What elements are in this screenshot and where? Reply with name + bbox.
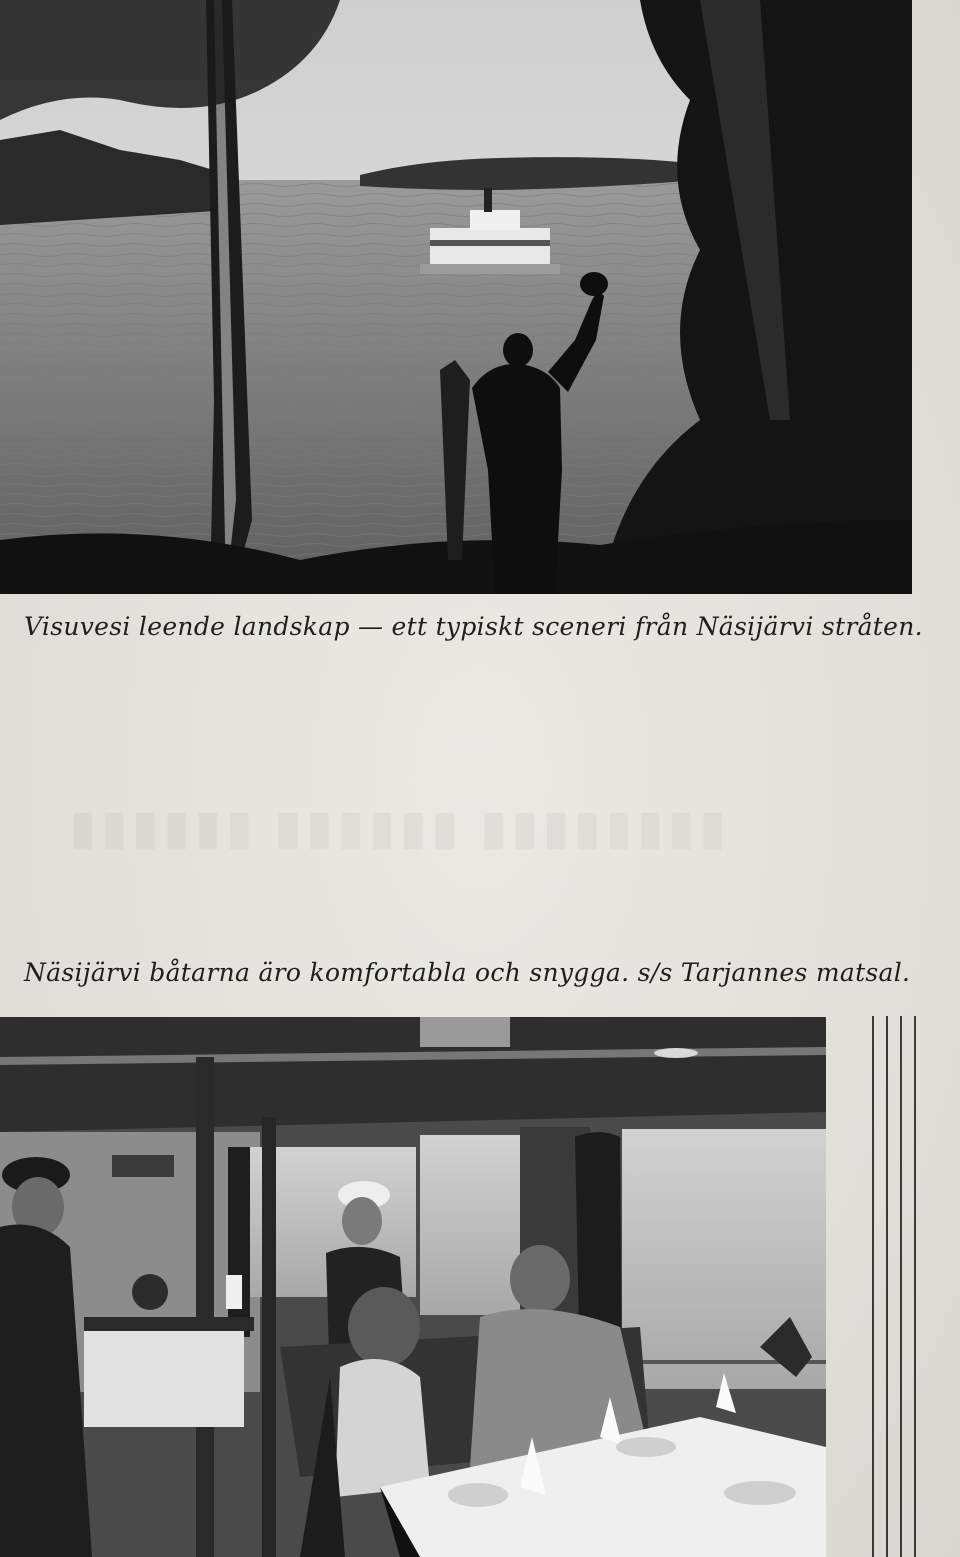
lake-scene-image	[0, 0, 912, 594]
bottom-photo-dining-saloon	[0, 1017, 826, 1557]
decorative-vertical-rules	[872, 1016, 918, 1557]
top-photo-caption: Visuvesi leende landskap — ett typiskt sceneri från Näsijärvi stråten.	[24, 612, 923, 641]
bottom-photo-caption: Näsijärvi båtarna äro komfortabla och snygga. s/s Tarjannes matsal.	[24, 958, 911, 987]
show-through-decoration	[70, 800, 731, 854]
dining-saloon-image	[0, 1017, 826, 1557]
top-photo-lake-scene	[0, 0, 912, 594]
